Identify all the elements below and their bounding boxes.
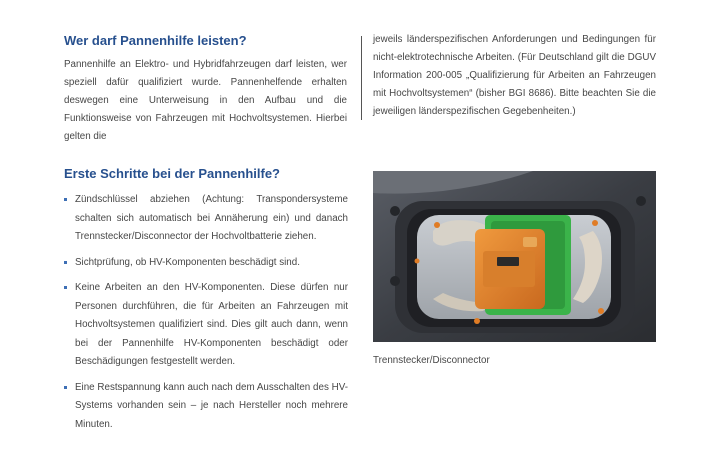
list-item [64, 279, 348, 372]
bullet-square-icon [64, 286, 67, 289]
list-item-text: Sichtprüfung, ob HV-Komponenten beschädigt sind. [75, 256, 300, 268]
first-steps-list [64, 191, 348, 441]
paragraph-qualification-right: jeweils länderspezifischen Anforderungen und Bedingungen für nicht-elektrotechnische Arbeiten. (Für Deutschland gilt die DGUV Information 200-005 „Qualifizierung für Arbeiten an Fahrzeugen mit Hochvoltsystemen“ (bisher BGI 8686). Bitte beachten Sie die jeweiligen länderspezifischen Gegebenheiten.) [373, 34, 656, 117]
disconnector-photo [373, 171, 656, 342]
list-item-text: Zündschlüssel abziehen (Achtung: Transpondersysteme schalten sich automatisch bei Annäherung ein) und danach Trennstecker/Disconnector der Hochvoltbatterie ziehen. [75, 194, 348, 242]
list-item-text: Eine Restspannung kann auch nach dem Ausschalten des HV-Systems vorhanden sein – je nach Hersteller noch mehrere Minuten. [75, 381, 348, 430]
bullet-square-icon [64, 198, 67, 201]
bullet-square-icon [64, 261, 67, 264]
column-divider [361, 36, 362, 120]
list-item [64, 254, 348, 273]
heading-who-may-assist: Wer darf Pannenhilfe leisten? [64, 33, 247, 48]
list-item [64, 191, 348, 247]
photo-caption: Trennstecker/Disconnector [373, 355, 490, 366]
heading-first-steps: Erste Schritte bei der Pannenhilfe? [64, 166, 280, 181]
list-item [64, 379, 348, 435]
list-item-text: Keine Arbeiten an den HV-Komponenten. Diese dürfen nur Personen durchführen, die für Arbeiten an Fahrzeugen mit Hochvoltsystemen qualifiziert sind. Dies gilt auch dann, wenn bei der Pannenhilfe HV-Komponenten beschädigt oder Beschädigungen festgestellt werden. [75, 282, 348, 367]
bullet-square-icon [64, 386, 67, 389]
paragraph-qualification-left: Pannenhilfe an Elektro- und Hybridfahrzeugen darf leisten, wer speziell dafür qualifiziert wurde. Pannenhelfende erhalten deswegen eine Unterweisung in den Aufbau und die Funktionsweise von Fahrzeugen mit Hochvoltsystemen. Hierbei gelten die [64, 59, 347, 142]
